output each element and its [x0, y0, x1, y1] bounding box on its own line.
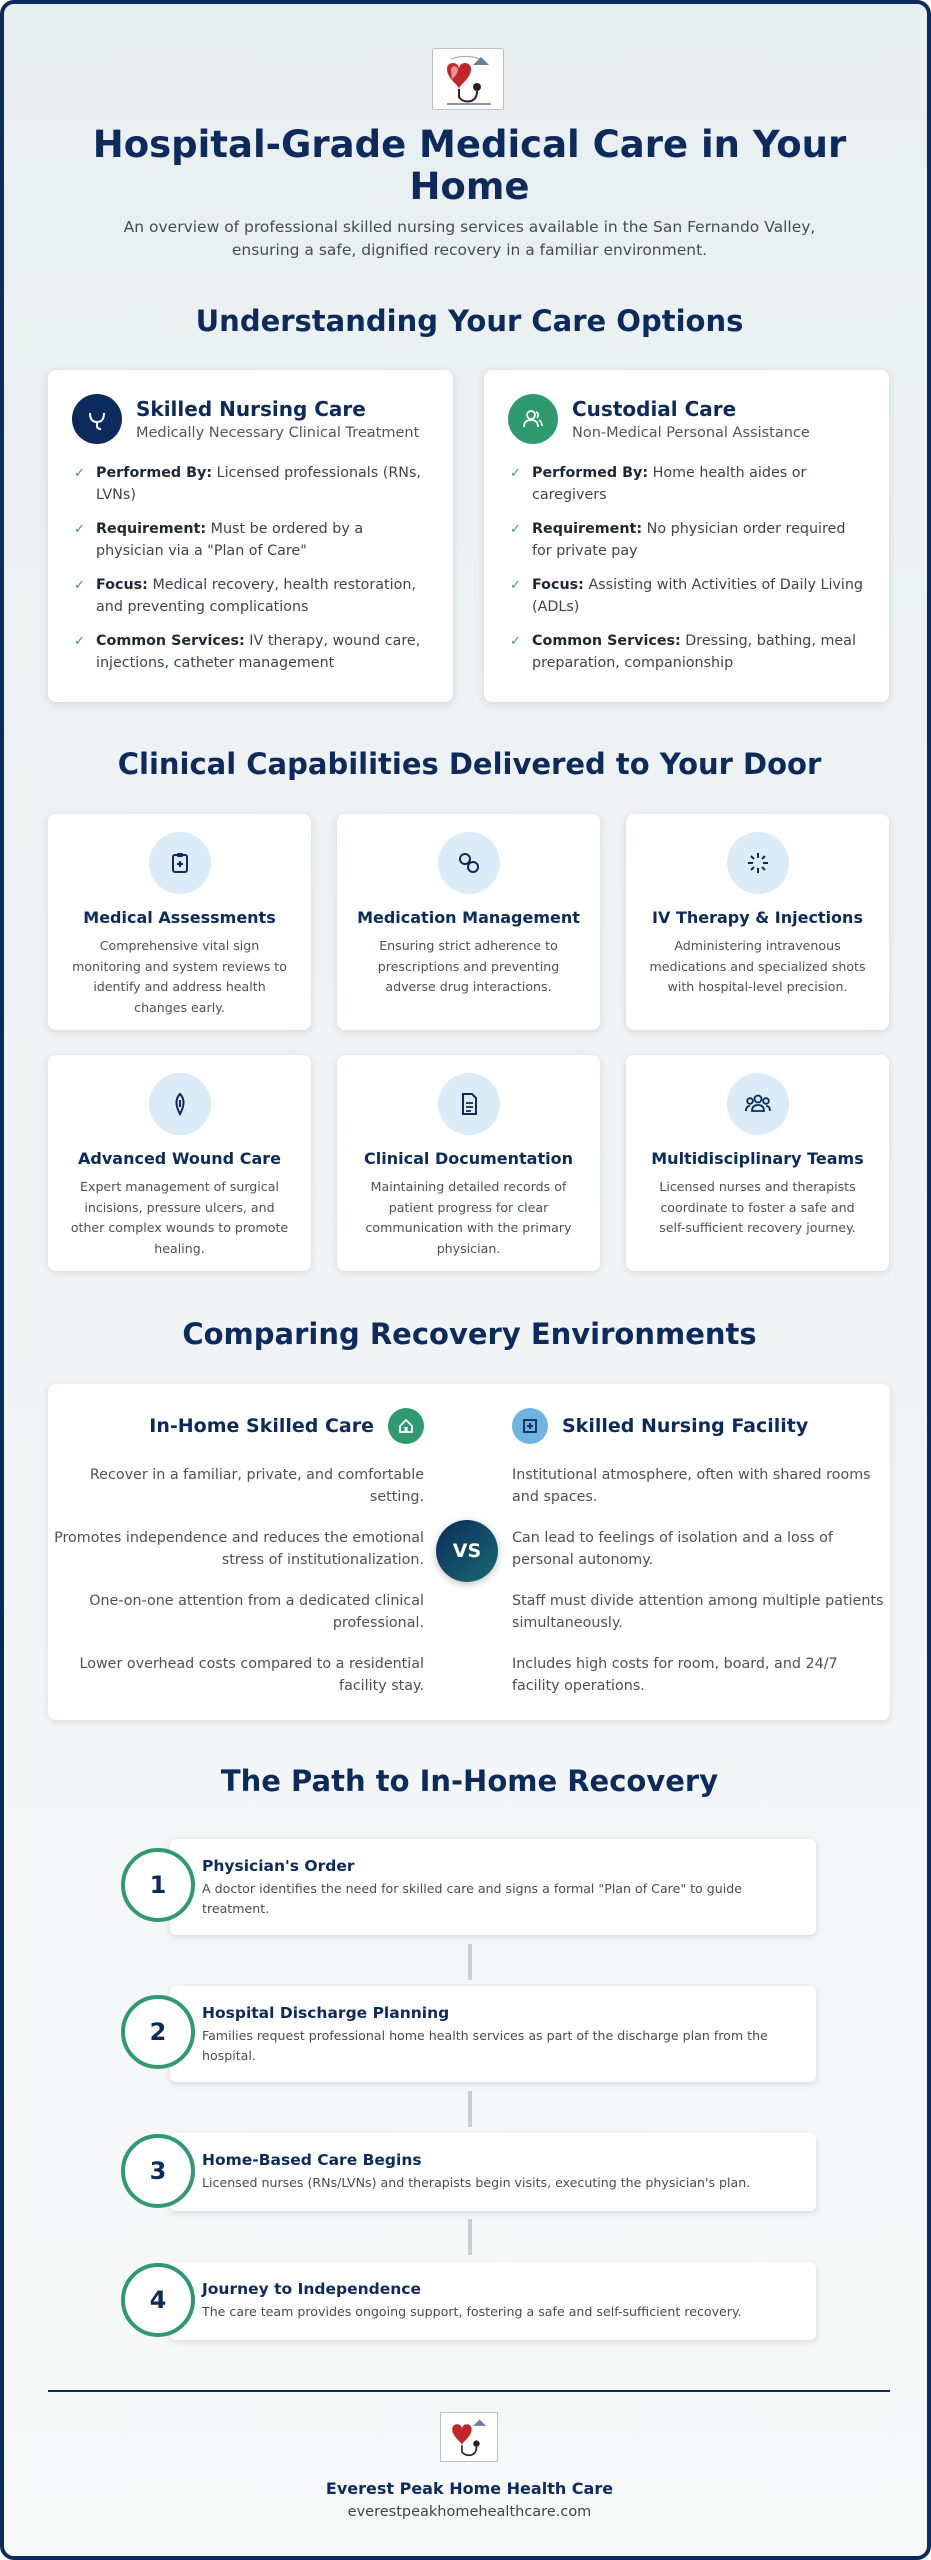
- tile-desc: Ensuring strict adherence to prescriptions and preventing adverse drug interactions.: [377, 938, 560, 994]
- list-item: ✓ Focus: Medical recovery, health restoration, and preventing complications: [74, 577, 416, 615]
- tile-desc: Licensed nurses and therapists coordinate to foster a safe and self-sufficient recovery journey.: [659, 1179, 856, 1235]
- list-item: ✓ Performed By: Licensed professionals (RNs, LVNs): [74, 465, 421, 503]
- list-item: One-on-one attention from a dedicated clinical professional.: [89, 1593, 424, 1631]
- people-icon: [508, 394, 558, 444]
- footer-divider: [48, 2390, 890, 2392]
- step-title: Hospital Discharge Planning: [202, 2004, 450, 2022]
- clipboard-plus-icon: [149, 832, 211, 894]
- care-card-title: Custodial Care: [572, 397, 737, 421]
- care-card-subtitle: Medically Necessary Clinical Treatment: [136, 425, 420, 441]
- tile-title: Clinical Documentation: [364, 1149, 573, 1168]
- tile-desc: Expert management of surgical incisions, pressure ulcers, and other complex wounds to promote healing.: [70, 1179, 289, 1256]
- care-card-skilled: [48, 370, 453, 702]
- step-card: [170, 2133, 816, 2211]
- step-number: 2: [121, 1995, 195, 2069]
- check-icon: ✓: [74, 578, 85, 593]
- check-icon: ✓: [74, 522, 85, 537]
- care-card-custodial: [484, 370, 889, 702]
- capability-tile: [626, 1055, 889, 1271]
- list-item: ✓ Requirement: Must be ordered by a physician via a "Plan of Care": [74, 521, 364, 559]
- section-title-capabilities: Clinical Capabilities Delivered to Your Door: [117, 747, 822, 781]
- list-item: ✓ Focus: Assisting with Activities of Daily Living (ADLs): [510, 577, 863, 615]
- step-title: Physician's Order: [202, 1857, 355, 1875]
- section-title-compare: Comparing Recovery Environments: [182, 1317, 757, 1351]
- list-item: Promotes independence and reduces the emotional stress of institutionalization.: [54, 1530, 424, 1568]
- facility-icon: [512, 1408, 548, 1444]
- step-desc: Families request professional home health services as part of the discharge plan from the hospital.: [202, 2028, 768, 2063]
- section-title-path: The Path to In-Home Recovery: [220, 1764, 719, 1798]
- tile-desc: Comprehensive vital sign monitoring and system reviews to identify and address health changes early.: [72, 938, 287, 1015]
- check-icon: ✓: [510, 466, 521, 481]
- tile-title: IV Therapy & Injections: [652, 908, 863, 927]
- capability-tile: [48, 814, 311, 1030]
- stethoscope-heart-logo: [440, 2412, 498, 2462]
- check-icon: ✓: [74, 466, 85, 481]
- step-connector: [468, 1944, 472, 1980]
- care-card-title: Skilled Nursing Care: [136, 397, 366, 421]
- step-desc: Licensed nurses (RNs/LVNs) and therapists begin visits, executing the physician's plan.: [202, 2175, 751, 2190]
- care-card-list: [508, 462, 867, 686]
- step-desc: The care team provides ongoing support, fostering a safe and self-sufficient recovery.: [202, 2304, 742, 2319]
- step-card: [170, 1839, 816, 1935]
- pills-icon: [438, 832, 500, 894]
- tile-desc: Maintaining detailed records of patient progress for clear communication with the primary physician.: [365, 1179, 572, 1256]
- step-number: 4: [121, 2263, 195, 2337]
- step-title: Journey to Independence: [202, 2280, 421, 2298]
- list-item: Includes high costs for room, board, and 24/7 facility operations.: [512, 1656, 838, 1694]
- list-item: Lower overhead costs compared to a residential facility stay.: [79, 1656, 424, 1694]
- vs-badge: VS: [436, 1520, 498, 1582]
- list-item: Can lead to feelings of isolation and a loss of personal autonomy.: [512, 1530, 833, 1568]
- footer-website-link[interactable]: everestpeakhomehealthcare.com: [347, 2504, 592, 2520]
- compare-left-points: [48, 1464, 424, 1716]
- list-item: ✓ Common Services: Dressing, bathing, meal preparation, companionship: [510, 633, 856, 671]
- step-connector: [468, 2091, 472, 2127]
- capability-tile: [626, 814, 889, 1030]
- step-number: 3: [121, 2134, 195, 2208]
- document-icon: [438, 1073, 500, 1135]
- bandage-icon: [149, 1073, 211, 1135]
- step-connector: [468, 2219, 472, 2255]
- home-icon: [388, 1408, 424, 1444]
- step-card: [170, 2262, 816, 2340]
- check-icon: ✓: [510, 578, 521, 593]
- step-card: [170, 1986, 816, 2082]
- page-subtitle: An overview of professional skilled nursing services available in the San Fernando Valley, ensuring a safe, dignified recovery in a familiar environment.: [123, 218, 816, 259]
- stethoscope-heart-logo: [432, 48, 504, 110]
- stethoscope-icon: [72, 394, 122, 444]
- tile-title: Medication Management: [357, 908, 580, 927]
- capability-tile: [48, 1055, 311, 1271]
- section-title-care-options: Understanding Your Care Options: [195, 304, 744, 338]
- compare-right-points: [512, 1464, 888, 1716]
- list-item: Institutional atmosphere, often with shared rooms and spaces.: [512, 1467, 871, 1505]
- list-item: ✓ Performed By: Home health aides or caregivers: [510, 465, 807, 503]
- step-desc: A doctor identifies the need for skilled care and signs a formal "Plan of Care" to guide treatment.: [202, 1881, 742, 1916]
- list-item: ✓ Requirement: No physician order required for private pay: [510, 521, 846, 559]
- syringe-burst-icon: [727, 832, 789, 894]
- care-card-subtitle: Non-Medical Personal Assistance: [572, 425, 810, 441]
- capability-tile: [337, 814, 600, 1030]
- step-title: Home-Based Care Begins: [202, 2151, 422, 2169]
- tile-title: Medical Assessments: [83, 908, 276, 927]
- tile-desc: Administering intravenous medications and specialized shots with hospital-level precision.: [649, 938, 866, 994]
- tile-title: Multidisciplinary Teams: [651, 1149, 864, 1168]
- check-icon: ✓: [510, 522, 521, 537]
- page-title: Hospital-Grade Medical Care in Your Home: [92, 123, 847, 208]
- list-item: Staff must divide attention among multiple patients simultaneously.: [512, 1593, 884, 1631]
- footer-company-name: Everest Peak Home Health Care: [325, 2479, 614, 2498]
- care-card-list: [72, 462, 431, 686]
- capability-tile: [337, 1055, 600, 1271]
- team-icon: [727, 1073, 789, 1135]
- compare-right-title: Skilled Nursing Facility: [562, 1415, 809, 1437]
- list-item: Recover in a familiar, private, and comfortable setting.: [89, 1467, 424, 1505]
- check-icon: ✓: [74, 634, 85, 649]
- compare-card: [48, 1384, 890, 1720]
- step-number: 1: [121, 1848, 195, 1922]
- compare-left-title: In-Home Skilled Care: [149, 1415, 374, 1437]
- tile-title: Advanced Wound Care: [78, 1149, 281, 1168]
- check-icon: ✓: [510, 634, 521, 649]
- list-item: ✓ Common Services: IV therapy, wound care, injections, catheter management: [74, 633, 421, 671]
